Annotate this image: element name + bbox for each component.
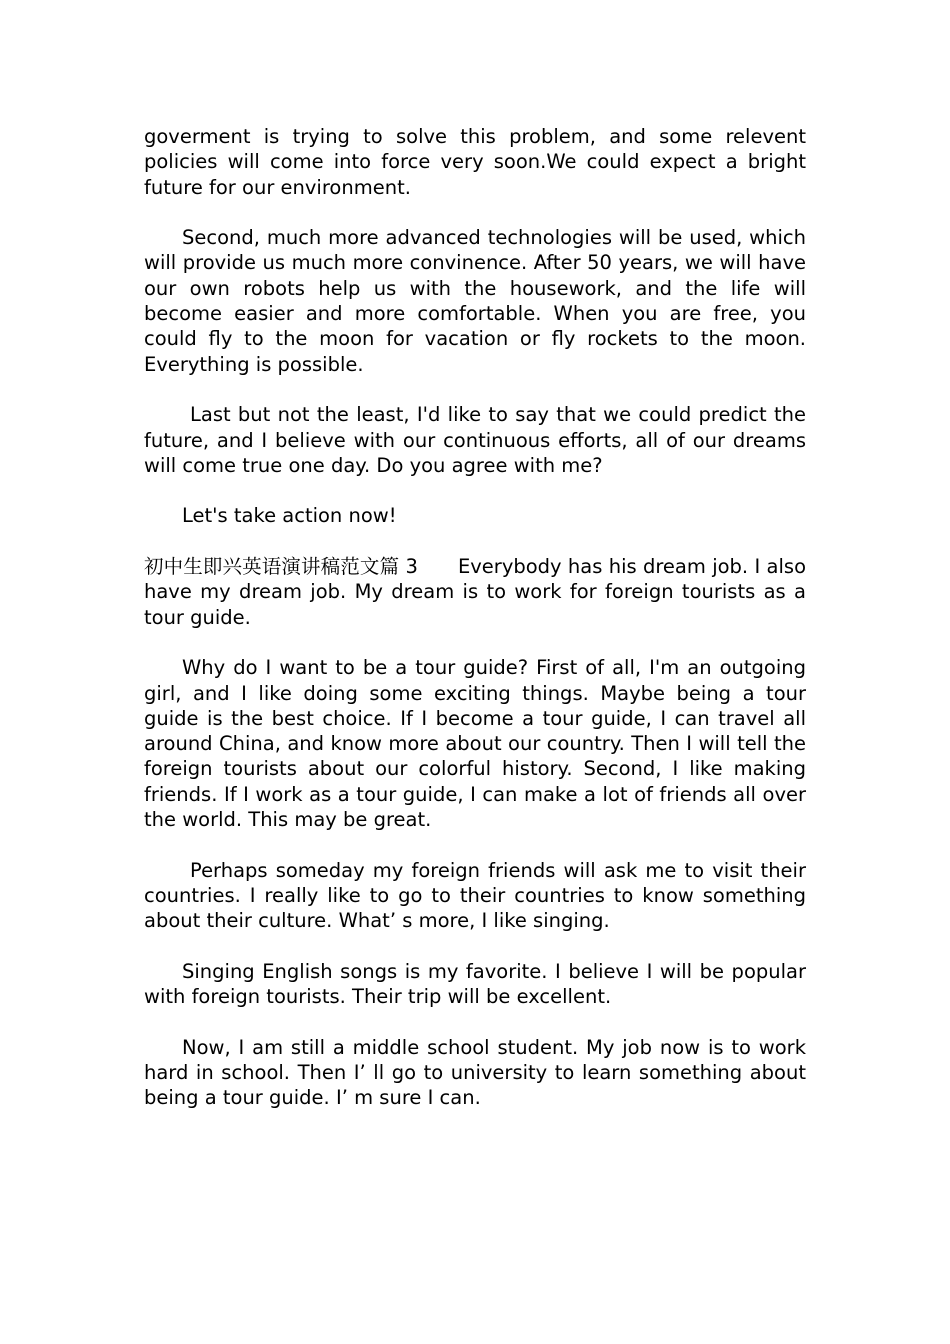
paragraph-speech-3-intro-text: Everybody has his dream job. I also have my dream job. My dream is to work for foreign tourists as a tour guide.: [144, 555, 813, 629]
paragraph-speech-3-intro: [144, 554, 813, 630]
paragraph-singing: Singing English songs is my favorite. I believe I will be popular with foreign tourists. Their trip will be excellent.: [144, 959, 813, 1009]
paragraph-student-now: Now, I am still a middle school student. My job now is to work hard in school. Then I’ ll go to university to learn something about being a tour guide. I’ m sure I can.: [144, 1035, 813, 1110]
paragraph-call-to-action: Let's take action now!: [182, 504, 397, 528]
paragraph-environment: goverment is trying to solve this problem, and some relevent policies will come into force very soon.We could expect a bright future for our environment.: [144, 125, 813, 199]
document-body: [144, 124, 813, 1136]
paragraph-technology: Second, much more advanced technologies will be used, which will provide us much more convinence. After 50 years, we will have our own robots help us with the housework, and the life will become easier and more comfortable. When you are free, you could fly to the moon for vacation or fly rockets to the moon. Everything is possible.: [144, 226, 813, 376]
paragraph-foreign-friends: Perhaps someday my foreign friends will ask me to visit their countries. I really like to go to their countries to know something about their culture. What’ s more, I like singing.: [144, 858, 813, 933]
paragraph-conclusion: Last but not the least, I'd like to say that we could predict the future, and I believe with our continuous efforts, all of our dreams will come true one day. Do you agree with me?: [144, 403, 813, 477]
section-heading: 初中生即兴英语演讲稿范文篇 3: [144, 555, 418, 579]
paragraph-why-tour-guide: Why do I want to be a tour guide? First of all, I'm an outgoing girl, and I like doing some exciting things. Maybe being a tour guide is the best choice. If I become a tour guide, I can travel all around China, and know more about our country. Then I will tell the foreign tourists about our colorful history. Second, I like making friends. If I work as a tour guide, I can make a lot of friends all over the world. This may be great.: [144, 656, 813, 832]
